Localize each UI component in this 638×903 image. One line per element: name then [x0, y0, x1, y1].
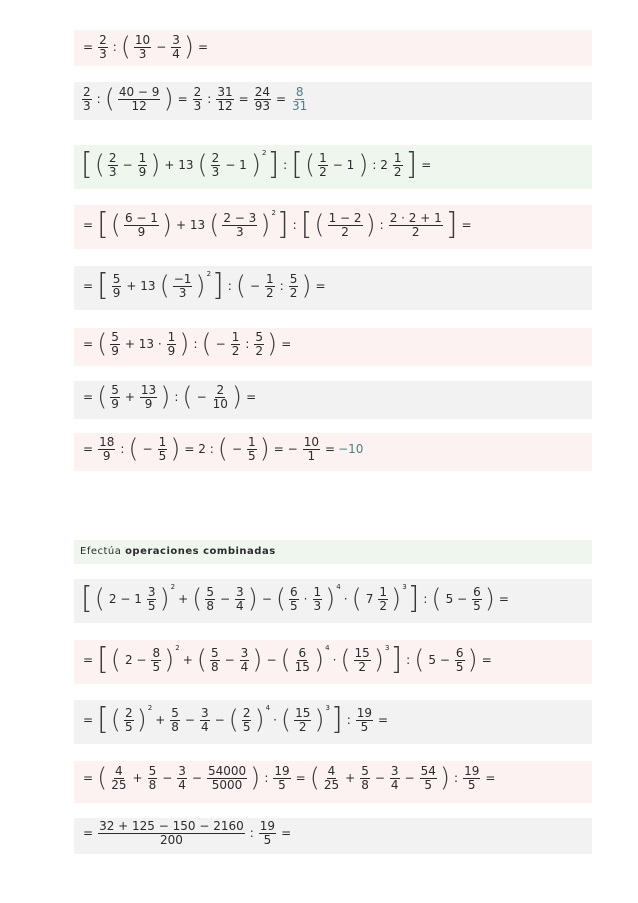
expression-band — [74, 381, 592, 419]
expression-band — [74, 145, 592, 189]
expression-band — [74, 579, 592, 623]
section-heading: Efectúa operaciones combinadas — [80, 546, 276, 557]
math-line: = ( 4 25 + $\frac{5}{8}$ − $\frac{3}{4}$ − $\frac{54000}{5000}$ ) : $\frac{19}{5}$ = ( 4 25 + $\frac{5}{8}$ − $\frac{3}{4}$ − $\frac{54}{5}$ ) : $\frac{19}{5}$ = — [83, 763, 496, 794]
section-heading-band — [74, 540, 592, 564]
math-line: = [ ( 6 − 1 9 ) + 13 ( 2 − 3 3 ) $^2$ ] : [ ( 1 − 2 2 ) : 2 · 2 + 1 2 ] = — [83, 207, 472, 242]
math-line: = [ ( 2 − $\frac{8}{5}$ ) $^2$ + ( 5 8 − $\frac{3}{4}$ ) − ( 6 15 ) $^4$ · ( 15 2 ) $^3$ ] : ( 5 − $\frac{6}{5}$ ) = — [83, 642, 492, 677]
expression-band — [74, 761, 592, 803]
math-line: 2 3 : ( 40 − 9 12 ) = $\frac{2}{3}$ : $\frac{31}{12}$ = $\frac{24}{93}$ = $\frac{8}{31}$ — [83, 84, 308, 115]
expression-band — [74, 328, 592, 366]
math-line: = [ 5 9 + 13 ( −1 3 ) $^2$ ] : ( − $\frac{1}{2}$ : 5 2 ) = — [83, 268, 326, 303]
result-value: −10 — [338, 442, 364, 457]
expression-band — [74, 30, 592, 66]
expression-band — [74, 205, 592, 249]
math-line: = $\frac{32 + 125 - 150 - 2160}{200}$ : $\frac{19}{5}$ = — [83, 819, 292, 847]
math-line: = ( 5 9 + $\frac{13}{9}$ ) : ( − $\frac{2}{10}$ ) = — [83, 382, 257, 413]
result-value: $\frac{8}{31}$ — [292, 85, 308, 113]
expression-band — [74, 82, 592, 120]
math-line: = [ ( 2 5 ) $^2$ + $\frac{5}{8}$ − $\frac{3}{4}$ − ( 2 5 ) $^4$ · ( 15 2 ) $^3$ ] : $\frac{19}{5}$ = — [83, 702, 389, 737]
expression-band — [74, 433, 592, 471]
expression-band — [74, 700, 592, 744]
expression-band — [74, 818, 592, 854]
expression-band — [74, 640, 592, 684]
math-line: = ( 5 9 + 13 · 1 9 ) : ( − $\frac{1}{2}$ : 5 2 ) = — [83, 329, 292, 360]
expression-band — [74, 266, 592, 310]
math-line: = $\frac{18}{9}$ : ( − $\frac{1}{5}$ ) = 2 : ( − $\frac{1}{5}$ ) = − $\frac{10}{1}$ = −10 — [83, 434, 364, 465]
math-line: = $\frac{2}{3}$ : ( 10 3 − $\frac{3}{4}$ ) = — [83, 32, 209, 63]
math-line: [ ( 2 3 − $\frac{1}{9}$ ) + 13 ( 2 3 − 1 ) $^2$ ] : [ ( 1 2 − 1 ) : 2 1 2 ] = — [81, 147, 432, 182]
math-line: [ ( 2 − 1 3 5 ) $^2$ + ( 5 8 − $\frac{3}{4}$ ) − ( 6 5 · 1 3 ) $^4$ · ( 7 1 2 ) $^3$ ] : ( 5 − $\frac{6}{5}$ ) = — [81, 581, 509, 616]
